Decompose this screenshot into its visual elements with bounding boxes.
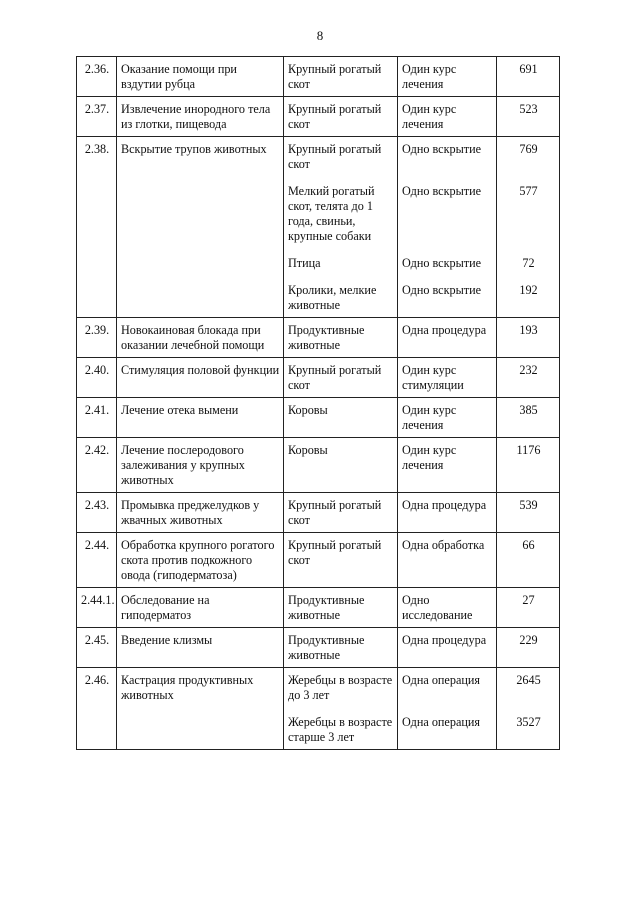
service-name: Введение клизмы bbox=[117, 628, 284, 668]
animal-type-cell bbox=[284, 97, 398, 137]
table-row bbox=[77, 398, 560, 438]
animal-type: Коровы bbox=[288, 403, 328, 417]
unit-of-measure: Одно вскрытие bbox=[402, 184, 482, 198]
unit-of-measure: Одно исследование bbox=[402, 593, 473, 622]
unit-of-measure: Одно вскрытие bbox=[402, 142, 482, 156]
price-value: 1176 bbox=[516, 443, 541, 457]
unit-of-measure: Одна процедура bbox=[402, 498, 487, 512]
price-value-cell bbox=[497, 493, 560, 533]
price-value: 3527 bbox=[516, 715, 541, 729]
animal-type: Продуктивные животные bbox=[288, 633, 365, 662]
service-name: Промывка преджелудков у жвачных животных bbox=[117, 493, 284, 533]
price-value: 192 bbox=[519, 283, 538, 297]
table-row bbox=[77, 57, 560, 97]
row-number: 2.45. bbox=[77, 628, 117, 668]
page-number: 8 bbox=[316, 28, 324, 43]
animal-type-cell bbox=[284, 57, 398, 97]
service-name: Обследование на гиподерматоз bbox=[117, 588, 284, 628]
animal-type-cell bbox=[284, 398, 398, 438]
unit-of-measure: Один курс лечения bbox=[402, 403, 457, 432]
unit-of-measure: Одна процедура bbox=[402, 323, 487, 337]
price-value-cell bbox=[497, 628, 560, 668]
animal-type: Жеребцы в возрасте старше 3 лет bbox=[288, 715, 393, 744]
unit-of-measure-cell bbox=[398, 438, 497, 493]
row-number: 2.44.1. bbox=[77, 588, 117, 628]
animal-type: Крупный рогатый скот bbox=[288, 538, 382, 567]
price-value-cell bbox=[497, 57, 560, 97]
unit-of-measure: Одна процедура bbox=[402, 633, 487, 647]
table-row bbox=[77, 533, 560, 588]
price-value-cell bbox=[497, 533, 560, 588]
animal-type: Крупный рогатый скот bbox=[288, 102, 382, 131]
row-number: 2.42. bbox=[77, 438, 117, 493]
unit-of-measure: Одна операция bbox=[402, 715, 480, 729]
price-value: 229 bbox=[519, 633, 538, 647]
price-value-cell bbox=[497, 668, 560, 750]
service-name: Извлечение инородного тела из глотки, пищевода bbox=[117, 97, 284, 137]
table-row bbox=[77, 97, 560, 137]
row-number: 2.37. bbox=[77, 97, 117, 137]
price-value: 539 bbox=[519, 498, 538, 512]
price-value: 691 bbox=[519, 62, 538, 76]
unit-of-measure-cell bbox=[398, 97, 497, 137]
table-row bbox=[77, 493, 560, 533]
price-value: 769 bbox=[519, 142, 538, 156]
table-row bbox=[77, 628, 560, 668]
price-value: 72 bbox=[522, 256, 535, 270]
unit-of-measure: Один курс лечения bbox=[402, 102, 457, 131]
animal-type-cell bbox=[284, 588, 398, 628]
row-number: 2.39. bbox=[77, 318, 117, 358]
price-value: 232 bbox=[519, 363, 538, 377]
table-row bbox=[77, 318, 560, 358]
table-row bbox=[77, 137, 560, 318]
price-value: 27 bbox=[522, 593, 535, 607]
animal-type: Мелкий рогатый скот, телята до 1 года, свиньи, крупные собаки bbox=[288, 184, 375, 243]
unit-of-measure: Одно вскрытие bbox=[402, 283, 482, 297]
price-value-cell bbox=[497, 318, 560, 358]
unit-of-measure-cell bbox=[398, 318, 497, 358]
service-name: Оказание помощи при вздутии рубца bbox=[117, 57, 284, 97]
unit-of-measure-cell bbox=[398, 668, 497, 750]
animal-type: Птица bbox=[288, 256, 321, 270]
price-value-cell bbox=[497, 438, 560, 493]
price-value-cell bbox=[497, 97, 560, 137]
animal-type-cell bbox=[284, 668, 398, 750]
unit-of-measure: Одно вскрытие bbox=[402, 256, 482, 270]
unit-of-measure: Один курс стимуляции bbox=[402, 363, 464, 392]
unit-of-measure-cell bbox=[398, 398, 497, 438]
animal-type: Продуктивные животные bbox=[288, 323, 365, 352]
row-number: 2.41. bbox=[77, 398, 117, 438]
animal-type: Крупный рогатый скот bbox=[288, 142, 382, 171]
animal-type-cell bbox=[284, 137, 398, 318]
service-name: Кастрация продуктивных животных bbox=[117, 668, 284, 750]
animal-type-cell bbox=[284, 438, 398, 493]
unit-of-measure: Одна обработка bbox=[402, 538, 485, 552]
row-number: 2.40. bbox=[77, 358, 117, 398]
price-value: 385 bbox=[519, 403, 538, 417]
animal-type: Кролики, мелкие животные bbox=[288, 283, 377, 312]
price-value: 577 bbox=[519, 184, 538, 198]
animal-type: Жеребцы в возрасте до 3 лет bbox=[288, 673, 393, 702]
price-value: 523 bbox=[519, 102, 538, 116]
table-row bbox=[77, 588, 560, 628]
price-value: 193 bbox=[519, 323, 538, 337]
price-value: 66 bbox=[522, 538, 535, 552]
price-table bbox=[76, 56, 560, 750]
animal-type-cell bbox=[284, 358, 398, 398]
service-name: Вскрытие трупов животных bbox=[117, 137, 284, 318]
service-name: Новокаиновая блокада при оказании лечебной помощи bbox=[117, 318, 284, 358]
unit-of-measure-cell bbox=[398, 137, 497, 318]
animal-type-cell bbox=[284, 493, 398, 533]
unit-of-measure: Одна операция bbox=[402, 673, 480, 687]
animal-type-cell bbox=[284, 533, 398, 588]
price-value-cell bbox=[497, 588, 560, 628]
animal-type: Коровы bbox=[288, 443, 328, 457]
animal-type-cell bbox=[284, 318, 398, 358]
table-row bbox=[77, 438, 560, 493]
service-name: Лечение отека вымени bbox=[117, 398, 284, 438]
service-name: Стимуляция половой функции bbox=[117, 358, 284, 398]
service-name: Лечение послеродового залеживания у крупных животных bbox=[117, 438, 284, 493]
price-value-cell bbox=[497, 398, 560, 438]
service-name: Обработка крупного рогатого скота против подкожного овода (гиподерматоза) bbox=[117, 533, 284, 588]
price-table-body bbox=[77, 57, 560, 750]
unit-of-measure: Один курс лечения bbox=[402, 443, 457, 472]
price-value-cell bbox=[497, 358, 560, 398]
unit-of-measure-cell bbox=[398, 533, 497, 588]
table-row bbox=[77, 668, 560, 750]
animal-type: Крупный рогатый скот bbox=[288, 363, 382, 392]
row-number: 2.44. bbox=[77, 533, 117, 588]
animal-type: Крупный рогатый скот bbox=[288, 498, 382, 527]
animal-type: Крупный рогатый скот bbox=[288, 62, 382, 91]
price-value: 2645 bbox=[516, 673, 541, 687]
unit-of-measure-cell bbox=[398, 628, 497, 668]
price-value-cell bbox=[497, 137, 560, 318]
unit-of-measure: Один курс лечения bbox=[402, 62, 457, 91]
unit-of-measure-cell bbox=[398, 493, 497, 533]
unit-of-measure-cell bbox=[398, 358, 497, 398]
unit-of-measure-cell bbox=[398, 57, 497, 97]
row-number: 2.43. bbox=[77, 493, 117, 533]
animal-type-cell bbox=[284, 628, 398, 668]
row-number: 2.38. bbox=[77, 137, 117, 318]
row-number: 2.36. bbox=[77, 57, 117, 97]
table-row bbox=[77, 358, 560, 398]
row-number: 2.46. bbox=[77, 668, 117, 750]
animal-type: Продуктивные животные bbox=[288, 593, 365, 622]
unit-of-measure-cell bbox=[398, 588, 497, 628]
